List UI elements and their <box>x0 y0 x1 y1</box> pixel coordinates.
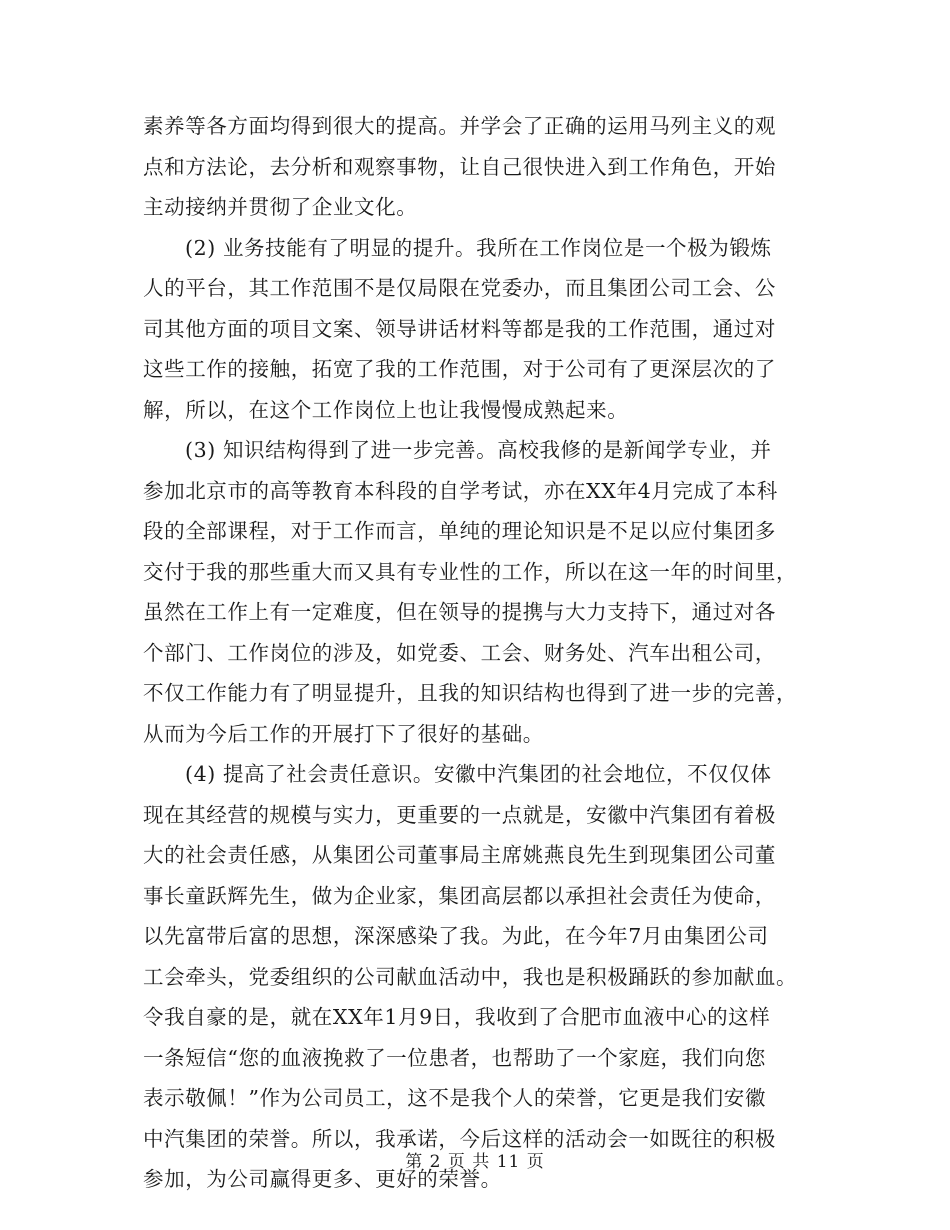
text-line: 人的平台，其工作范围不是仅局限在党委办，而且集团公司工会、公 <box>143 276 776 300</box>
text-line: 主动接纳并贯彻了企业文化。 <box>143 195 418 219</box>
text-line: 虽然在工作上有一定难度，但在领导的提携与大力支持下，通过对各 <box>143 600 776 624</box>
text-line: 表示敬佩！”作为公司员工，这不是我个人的荣誉，它更是我们安徽 <box>143 1086 766 1110</box>
text-line: 令我自豪的是，就在XX年1月9日，我收到了合肥市血液中心的这样 <box>143 1005 771 1029</box>
text-line: 这些工作的接触，拓宽了我的工作范围，对于公司有了更深层次的了 <box>143 357 776 381</box>
text-line: 素养等各方面均得到很大的提高。并学会了正确的运用马列主义的观 <box>143 114 776 138</box>
text-line: 大的社会责任感，从集团公司董事局主席姚燕良先生到现集团公司董 <box>143 843 776 867</box>
page-footer: 第 2 页 共 11 页 <box>405 1152 545 1172</box>
text-line: 个部门、工作岗位的涉及，如党委、工会、财务处、汽车出租公司， <box>143 640 776 665</box>
text-line: 事长童跃辉先生，做为企业家，集团高层都以承担社会责任为使命， <box>143 883 776 908</box>
text-line: 司其他方面的项目文案、领导讲话材料等都是我的工作范围，通过对 <box>143 316 776 341</box>
text-line: 参加，为公司赢得更多、更好的荣誉。 <box>143 1167 502 1191</box>
text-line: 一条短信“您的血液挽救了一位患者，也帮助了一个家庭，我们向您 <box>143 1045 766 1070</box>
text-line: (2) 业务技能有了明显的提升。我所在工作岗位是一个极为锻炼 <box>185 235 772 260</box>
text-line: 点和方法论，去分析和观察事物，让自己很快进入到工作角色，开始 <box>143 154 776 179</box>
text-line: 不仅工作能力有了明显提升，且我的知识结构也得到了进一步的完善， <box>143 681 798 705</box>
text-line: (4) 提高了社会责任意识。安徽中汽集团的社会地位，不仅仅体 <box>185 762 772 786</box>
text-line: 中汽集团的荣誉。所以，我承诺，今后这样的活动会一如既往的积极 <box>143 1126 776 1151</box>
document-body <box>143 106 813 1200</box>
text-line: 段的全部课程，对于工作而言，单纯的理论知识是不足以应付集团多 <box>143 519 776 543</box>
text-line: 参加北京市的高等教育本科段的自学考试，亦在XX年4月完成了本科 <box>143 478 778 503</box>
text-line: (3) 知识结构得到了进一步完善。高校我修的是新闻学专业，并 <box>185 438 772 462</box>
text-line: 从而为今后工作的开展打下了很好的基础。 <box>143 721 544 746</box>
text-line: 解，所以，在这个工作岗位上也让我慢慢成熟起来。 <box>143 397 629 422</box>
text-line: 以先富带后富的思想，深深感染了我。为此，在今年7月由集团公司 <box>143 924 769 948</box>
text-line: 现在其经营的规模与实力，更重要的一点就是，安徽中汽集团有着极 <box>143 802 776 827</box>
text-line: 交付于我的那些重大而又具有专业性的工作，所以在这一年的时间里， <box>143 559 798 584</box>
text-line: 工会牵头，党委组织的公司献血活动中，我也是积极踊跃的参加献血。 <box>143 964 798 989</box>
